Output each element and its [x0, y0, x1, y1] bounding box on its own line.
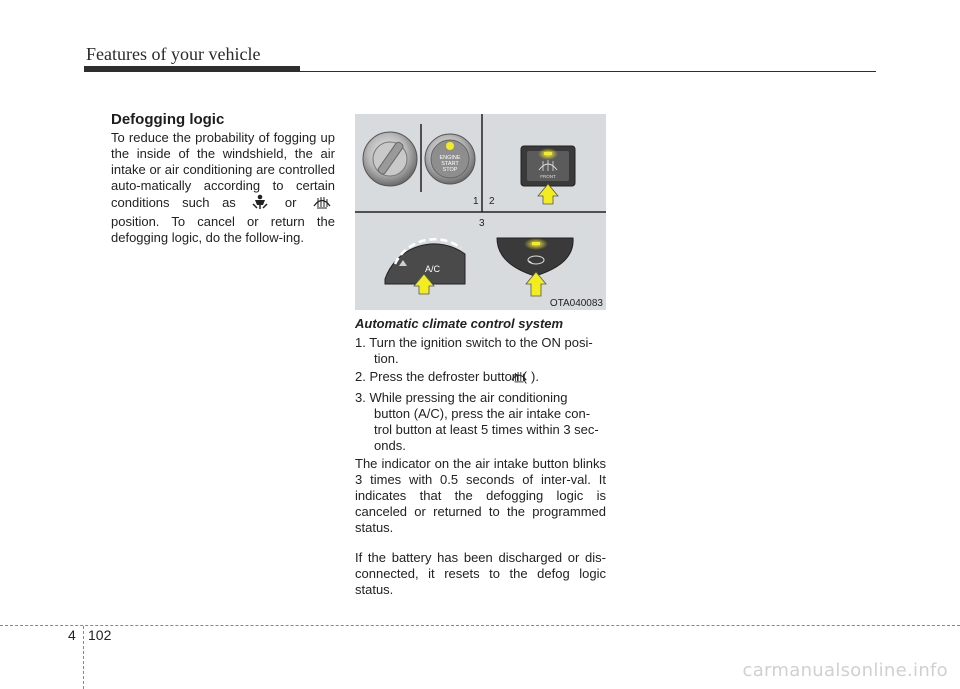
header-rule [300, 71, 876, 72]
figure-code: OTA040083 [549, 298, 603, 309]
front-defrost-icon [312, 194, 332, 214]
section-body-text-2: or [284, 195, 297, 210]
watermark-link[interactable]: carmanualsonline.info [742, 660, 948, 681]
step-2 [355, 369, 606, 388]
section-body-text-1: To reduce the probability of fogging up the inside of the windshield, the air intake or air conditioning are controlled auto-matically according to certain conditions such as [111, 130, 335, 210]
instructions-column [355, 335, 606, 598]
footer-rule [0, 625, 960, 626]
section-body [111, 130, 335, 246]
start-button-line1: ENGINE [439, 155, 461, 161]
header-bar [84, 66, 300, 72]
figure-label-1: 1 [473, 196, 479, 207]
step-2-text-after: ). [530, 369, 539, 384]
front-label: FRONT [540, 174, 556, 179]
figure-label-3: 3 [479, 218, 485, 229]
section-body-text-3: position. To cancel or return the defogging logic, do the follow-ing. [111, 214, 335, 245]
figure-illustration [355, 114, 606, 310]
page-number: 102 [88, 627, 112, 643]
step-1: 1. Turn the ignition switch to the ON posi-tion. [355, 335, 593, 366]
figure-label-2: 2 [489, 196, 495, 207]
climate-control-figure [355, 114, 606, 310]
arrow-up-icon [538, 184, 558, 204]
defog-mode-icon [251, 194, 269, 214]
indicator-paragraph: The indicator on the air intake button blinks 3 times with 0.5 seconds of inter-val. It indicates that the defogging logic is canceled or returned to the programmed status. [355, 456, 606, 535]
step-2-text-before: 2. Press the defroster button ( [355, 369, 527, 384]
section-title: Defogging logic [111, 111, 225, 128]
figure-caption: Automatic climate control system [355, 316, 564, 331]
air-intake-button-icon [497, 238, 573, 276]
front-defrost-button-icon [521, 146, 575, 186]
battery-paragraph: If the battery has been discharged or dis-connected, it resets to the defog logic status. [355, 550, 606, 597]
start-button-line3: STOP [442, 167, 458, 173]
ac-label: A/C [425, 264, 441, 274]
page-header-title: Features of your vehicle [86, 44, 261, 64]
chapter-number: 4 [68, 627, 76, 643]
ignition-key-icon [363, 132, 417, 186]
arrow-up-icon [526, 272, 546, 296]
start-button-line2: START [441, 161, 459, 167]
step-3: 3. While pressing the air conditioning button (A/C), press the air intake con-trol button at least 5 times within 3 sec-onds. [355, 390, 599, 453]
footer-divider [83, 626, 84, 689]
